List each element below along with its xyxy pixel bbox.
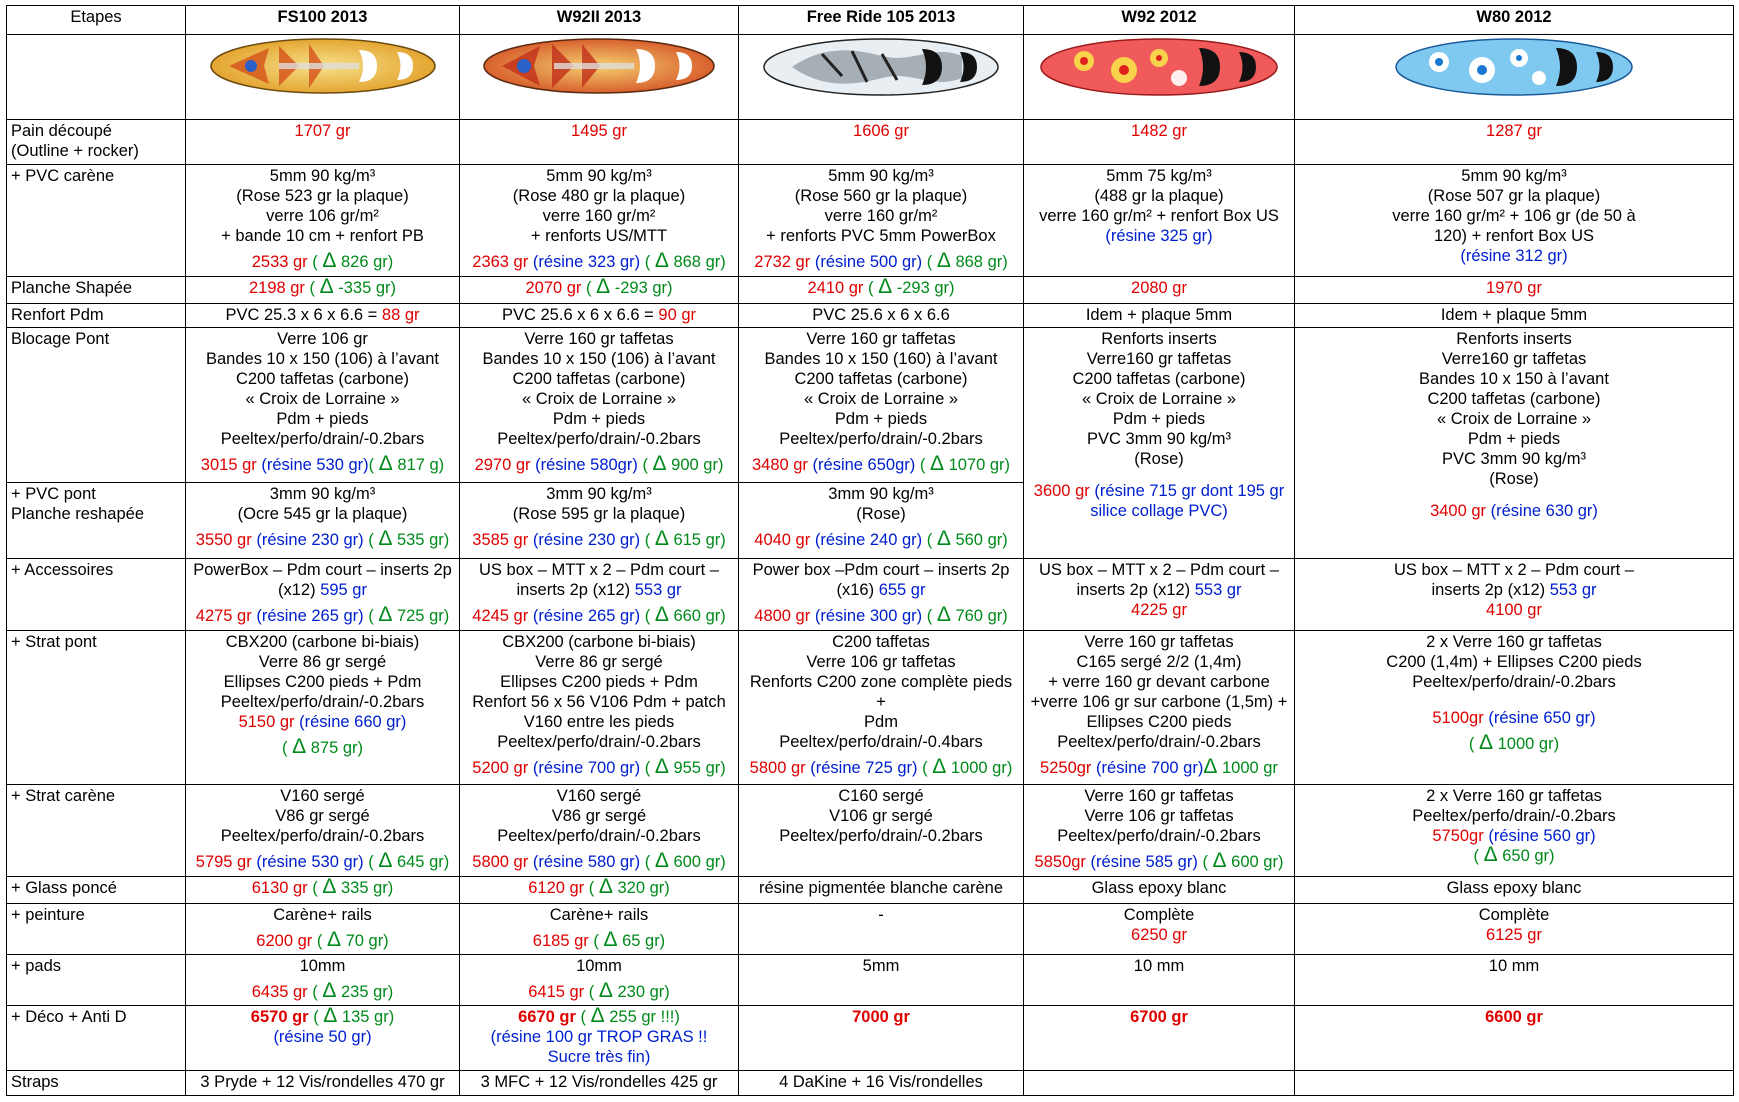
strat-pont-fs100: CBX200 (carbone bi-biais) Verre 86 gr sergé Ellipses C200 pieds + Pdm Peeltex/perfo/drain/-0.2bars 5150 gr (résine 660 gr) ( Δ 875 gr): [186, 630, 460, 784]
board-weight-table: [6, 5, 1734, 1096]
row-blocage: [7, 328, 1734, 482]
shapee-w80: 1970 gr: [1295, 277, 1734, 304]
shapee-w92ii: 2070 gr ( Δ -293 gr): [460, 277, 739, 304]
blocage-freeride105: Verre 160 gr taffetas Bandes 10 x 150 (160) à l’avant C200 taffetas (carbone) « Croix de Lorraine » Pdm + pieds Peeltex/perfo/drain/-0.2bars 3480 gr (résine 650gr) ( Δ 1070 gr): [739, 328, 1024, 482]
row-renfort: [7, 304, 1734, 328]
strat-pont-freeride105: C200 taffetas Verre 106 gr taffetas Renforts C200 zone complète pieds + Pdm Peeltex/perfo/drain/-0.4bars 5800 gr (résine 725 gr) ( Δ 1000 gr): [739, 630, 1024, 784]
blocage-w80: Renforts inserts Verre160 gr taffetas Bandes 10 x 150 à l’avant C200 taffetas (carbone) « Croix de Lorraine » Pdm + pieds PVC 3mm 90 kg/m³ (Rose) 3400 gr (résine 630 gr): [1295, 328, 1734, 559]
straps-w80: [1295, 1071, 1734, 1096]
delta-icon: Δ: [378, 526, 393, 550]
delta-icon: Δ: [654, 849, 669, 873]
row-label-pvc-carene: + PVC carène: [7, 164, 186, 277]
delta-icon: Δ: [654, 754, 669, 778]
row-label-strat-pont: + Strat pont: [7, 630, 186, 784]
blocage-w92: Renforts inserts Verre160 gr taffetas C200 taffetas (carbone) « Croix de Lorraine » Pdm + pieds PVC 3mm 90 kg/m³ (Rose) 3600 gr (résine 715 gr dont 195 gr silice collage PVC): [1024, 328, 1295, 559]
pain-w80: 1287 gr: [1295, 119, 1734, 164]
renfort-freeride105: PVC 25.6 x 6 x 6.6: [739, 304, 1024, 328]
pain-fs100: 1707 gr: [186, 119, 460, 164]
delta-icon: Δ: [319, 276, 334, 299]
delta-icon: Δ: [1479, 730, 1494, 754]
delta-icon: Δ: [378, 849, 393, 873]
delta-icon: Δ: [654, 526, 669, 550]
strat-pont-w80: 2 x Verre 160 gr taffetas C200 (1,4m) + Ellipses C200 pieds Peeltex/perfo/drain/-0.2bars 5100gr (résine 650 gr) ( Δ 1000 gr): [1295, 630, 1734, 784]
row-pvc-carene: [7, 164, 1734, 277]
deco-freeride105: 7000 gr: [739, 1005, 1024, 1070]
row-peinture: [7, 904, 1734, 955]
straps-w92: [1024, 1071, 1295, 1096]
delta-icon: Δ: [322, 979, 337, 1002]
row-glass: [7, 877, 1734, 904]
delta-icon: Δ: [652, 452, 667, 476]
row-label-renfort: Renfort Pdm: [7, 304, 186, 328]
delta-icon: Δ: [322, 248, 337, 272]
board-w92-image: [1024, 35, 1295, 120]
row-strat-pont: [7, 630, 1734, 784]
empty-cell: [7, 35, 186, 120]
delta-icon: Δ: [1483, 843, 1498, 867]
row-label-pain: Pain découpé (Outline + rocker): [7, 119, 186, 164]
pads-w80: 10 mm: [1295, 955, 1734, 1006]
pain-w92ii: 1495 gr: [460, 119, 739, 164]
strat-pont-w92: Verre 160 gr taffetas C165 sergé 2/2 (1,4m) + verre 160 gr devant carbone +verre 106 gr sur carbone (1,5m) + Ellipses C200 pieds Peeltex/perfo/drain/-0.2bars 5250gr (résine 700 gr)Δ 1000 gr: [1024, 630, 1295, 784]
deco-w80: 6600 gr: [1295, 1005, 1734, 1070]
accessoires-w80: US box – MTT x 2 – Pdm court – inserts 2p (x12) 553 gr 4100 gr: [1295, 559, 1734, 630]
board-header-w92: W92 2012: [1024, 6, 1295, 35]
pvc-carene-w92: 5mm 75 kg/m³ (488 gr la plaque) verre 160 gr/m² + renfort Box US (résine 325 gr): [1024, 164, 1295, 277]
row-straps: [7, 1071, 1734, 1096]
delta-icon: Δ: [378, 452, 393, 476]
board-header-w80: W80 2012: [1295, 6, 1734, 35]
row-strat-carene: [7, 785, 1734, 877]
delta-icon: Δ: [654, 248, 669, 272]
row-shapee: [7, 277, 1734, 304]
delta-icon: Δ: [929, 452, 944, 476]
row-label-pads: + pads: [7, 955, 186, 1006]
delta-icon: Δ: [598, 876, 613, 899]
delta-icon: Δ: [598, 979, 613, 1002]
row-deco: [7, 1005, 1734, 1070]
pvc-carene-w92ii: 5mm 90 kg/m³ (Rose 480 gr la plaque) verre 160 gr/m² + renforts US/MTT 2363 gr (résine 323 gr) ( Δ 868 gr): [460, 164, 739, 277]
pvc-carene-freeride105: 5mm 90 kg/m³ (Rose 560 gr la plaque) verre 160 gr/m² + renforts PVC 5mm PowerBox 2732 gr (résine 500 gr) ( Δ 868 gr): [739, 164, 1024, 277]
pads-w92: 10 mm: [1024, 955, 1295, 1006]
blocage-fs100: Verre 106 gr Bandes 10 x 150 (106) à l’avant C200 taffetas (carbone) « Croix de Lorraine » Pdm + pieds Peeltex/perfo/drain/-0.2bars 3015 gr (résine 530 gr)( Δ 817 g): [186, 328, 460, 482]
strat-carene-w80: 2 x Verre 160 gr taffetas Peeltex/perfo/drain/-0.2bars 5750gr (résine 560 gr) ( Δ 650 gr): [1295, 785, 1734, 877]
strat-pont-w92ii: CBX200 (carbone bi-biais) Verre 86 gr sergé Ellipses C200 pieds + Pdm Renfort 56 x 56 V106 Pdm + patch V160 entre les pieds Peeltex/perfo/drain/-0.2bars 5200 gr (résine 700 gr) ( Δ 955 gr): [460, 630, 739, 784]
pvc-pont-fs100: 3mm 90 kg/m³ (Ocre 545 gr la plaque) 3550 gr (résine 230 gr) ( Δ 535 gr): [186, 482, 460, 559]
shapee-freeride105: 2410 gr ( Δ -293 gr): [739, 277, 1024, 304]
accessoires-fs100: PowerBox – Pdm court – inserts 2p (x12) 595 gr 4275 gr (résine 265 gr) ( Δ 725 gr): [186, 559, 460, 630]
board-w92ii-image: [460, 35, 739, 120]
delta-icon: Δ: [1212, 849, 1227, 873]
glass-freeride105: résine pigmentée blanche carène: [739, 877, 1024, 904]
row-label-blocage: Blocage Pont: [7, 328, 186, 482]
delta-icon: Δ: [326, 928, 341, 952]
header-row: [7, 6, 1734, 35]
delta-icon: Δ: [878, 276, 893, 299]
delta-icon: Δ: [936, 248, 951, 272]
board-header-freeride105: Free Ride 105 2013: [739, 6, 1024, 35]
delta-icon: Δ: [603, 928, 618, 952]
board-freeride105-image: [739, 35, 1024, 120]
delta-icon: Δ: [322, 876, 337, 899]
delta-icon: Δ: [932, 754, 947, 778]
pvc-carene-w80: 5mm 90 kg/m³ (Rose 507 gr la plaque) verre 160 gr/m² + 106 gr (de 50 à 120) + renfort Box US (résine 312 gr): [1295, 164, 1734, 277]
pads-w92ii: 10mm 6415 gr ( Δ 230 gr): [460, 955, 739, 1006]
pads-fs100: 10mm 6435 gr ( Δ 235 gr): [186, 955, 460, 1006]
pvc-pont-w92ii: 3mm 90 kg/m³ (Rose 595 gr la plaque) 3585 gr (résine 230 gr) ( Δ 615 gr): [460, 482, 739, 559]
row-label-strat-carene: + Strat carène: [7, 785, 186, 877]
strat-carene-fs100: V160 sergé V86 gr sergé Peeltex/perfo/drain/-0.2bars 5795 gr (résine 530 gr) ( Δ 645 gr): [186, 785, 460, 877]
peinture-w92: Complète 6250 gr: [1024, 904, 1295, 955]
renfort-w80: Idem + plaque 5mm: [1295, 304, 1734, 328]
shapee-fs100: 2198 gr ( Δ -335 gr): [186, 277, 460, 304]
delta-icon: Δ: [936, 526, 951, 550]
deco-w92ii: 6670 gr ( Δ 255 gr !!!) (résine 100 gr TROP GRAS !! Sucre très fin): [460, 1005, 739, 1070]
peinture-freeride105: -: [739, 904, 1024, 955]
straps-freeride105: 4 DaKine + 16 Vis/rondelles: [739, 1071, 1024, 1096]
strat-carene-freeride105: C160 sergé V106 gr sergé Peeltex/perfo/drain/-0.2bars: [739, 785, 1024, 877]
strat-carene-w92ii: V160 sergé V86 gr sergé Peeltex/perfo/drain/-0.2bars 5800 gr (résine 580 gr) ( Δ 600 gr): [460, 785, 739, 877]
peinture-w92ii: Carène+ rails 6185 gr ( Δ 65 gr): [460, 904, 739, 955]
pvc-pont-freeride105: 3mm 90 kg/m³ (Rose) 4040 gr (résine 240 gr) ( Δ 560 gr): [739, 482, 1024, 559]
delta-icon: Δ: [936, 603, 951, 627]
board-w80-image: [1295, 35, 1734, 120]
pain-freeride105: 1606 gr: [739, 119, 1024, 164]
row-pain: [7, 119, 1734, 164]
delta-icon: Δ: [378, 603, 393, 627]
row-label-deco: + Déco + Anti D: [7, 1005, 186, 1070]
pain-w92: 1482 gr: [1024, 119, 1295, 164]
delta-icon: Δ: [590, 1005, 605, 1027]
row-label-accessoires: + Accessoires: [7, 559, 186, 630]
shapee-w92: 2080 gr: [1024, 277, 1295, 304]
row-label-straps: Straps: [7, 1071, 186, 1096]
pads-freeride105: 5mm: [739, 955, 1024, 1006]
glass-w92: Glass epoxy blanc: [1024, 877, 1295, 904]
row-label-pvc-pont: + PVC pont Planche reshapée: [7, 482, 186, 559]
row-label-shapee: Planche Shapée: [7, 277, 186, 304]
glass-w80: Glass epoxy blanc: [1295, 877, 1734, 904]
row-accessoires: [7, 559, 1734, 630]
board-image-row: [7, 35, 1734, 120]
renfort-w92ii: PVC 25.6 x 6 x 6.6 = 90 gr: [460, 304, 739, 328]
renfort-w92: Idem + plaque 5mm: [1024, 304, 1295, 328]
straps-fs100: 3 Pryde + 12 Vis/rondelles 470 gr: [186, 1071, 460, 1096]
deco-fs100: 6570 gr ( Δ 135 gr) (résine 50 gr): [186, 1005, 460, 1070]
peinture-fs100: Carène+ rails 6200 gr ( Δ 70 gr): [186, 904, 460, 955]
blocage-w92ii: Verre 160 gr taffetas Bandes 10 x 150 (106) à l’avant C200 taffetas (carbone) « Croix de Lorraine » Pdm + pieds Peeltex/perfo/drain/-0.2bars 2970 gr (résine 580gr) ( Δ 900 gr): [460, 328, 739, 482]
delta-icon: Δ: [1203, 754, 1218, 778]
board-header-fs100: FS100 2013: [186, 6, 460, 35]
board-header-w92ii: W92II 2013: [460, 6, 739, 35]
straps-w92ii: 3 MFC + 12 Vis/rondelles 425 gr: [460, 1071, 739, 1096]
row-label-peinture: + peinture: [7, 904, 186, 955]
etapes-header: Etapes: [7, 6, 186, 35]
glass-w92ii: 6120 gr ( Δ 320 gr): [460, 877, 739, 904]
row-pads: [7, 955, 1734, 1006]
delta-icon: Δ: [596, 276, 611, 299]
peinture-w80: Complète 6125 gr: [1295, 904, 1734, 955]
renfort-fs100: PVC 25.3 x 6 x 6.6 = 88 gr: [186, 304, 460, 328]
glass-fs100: 6130 gr ( Δ 335 gr): [186, 877, 460, 904]
strat-carene-w92: Verre 160 gr taffetas Verre 106 gr taffetas Peeltex/perfo/drain/-0.2bars 5850gr (résine 585 gr) ( Δ 600 gr): [1024, 785, 1295, 877]
accessoires-w92: US box – MTT x 2 – Pdm court – inserts 2p (x12) 553 gr 4225 gr: [1024, 559, 1295, 630]
deco-w92: 6700 gr: [1024, 1005, 1295, 1070]
pvc-carene-fs100: 5mm 90 kg/m³ (Rose 523 gr la plaque) verre 106 gr/m² + bande 10 cm + renfort PB 2533 gr ( Δ 826 gr): [186, 164, 460, 277]
delta-icon: Δ: [292, 734, 307, 758]
accessoires-w92ii: US box – MTT x 2 – Pdm court – inserts 2p (x12) 553 gr 4245 gr (résine 265 gr) ( Δ 660 gr): [460, 559, 739, 630]
delta-icon: Δ: [323, 1005, 338, 1027]
delta-icon: Δ: [654, 603, 669, 627]
board-fs100-image: [186, 35, 460, 120]
accessoires-freeride105: Power box –Pdm court – inserts 2p (x16) 655 gr 4800 gr (résine 300 gr) ( Δ 760 gr): [739, 559, 1024, 630]
row-label-glass: + Glass poncé: [7, 877, 186, 904]
